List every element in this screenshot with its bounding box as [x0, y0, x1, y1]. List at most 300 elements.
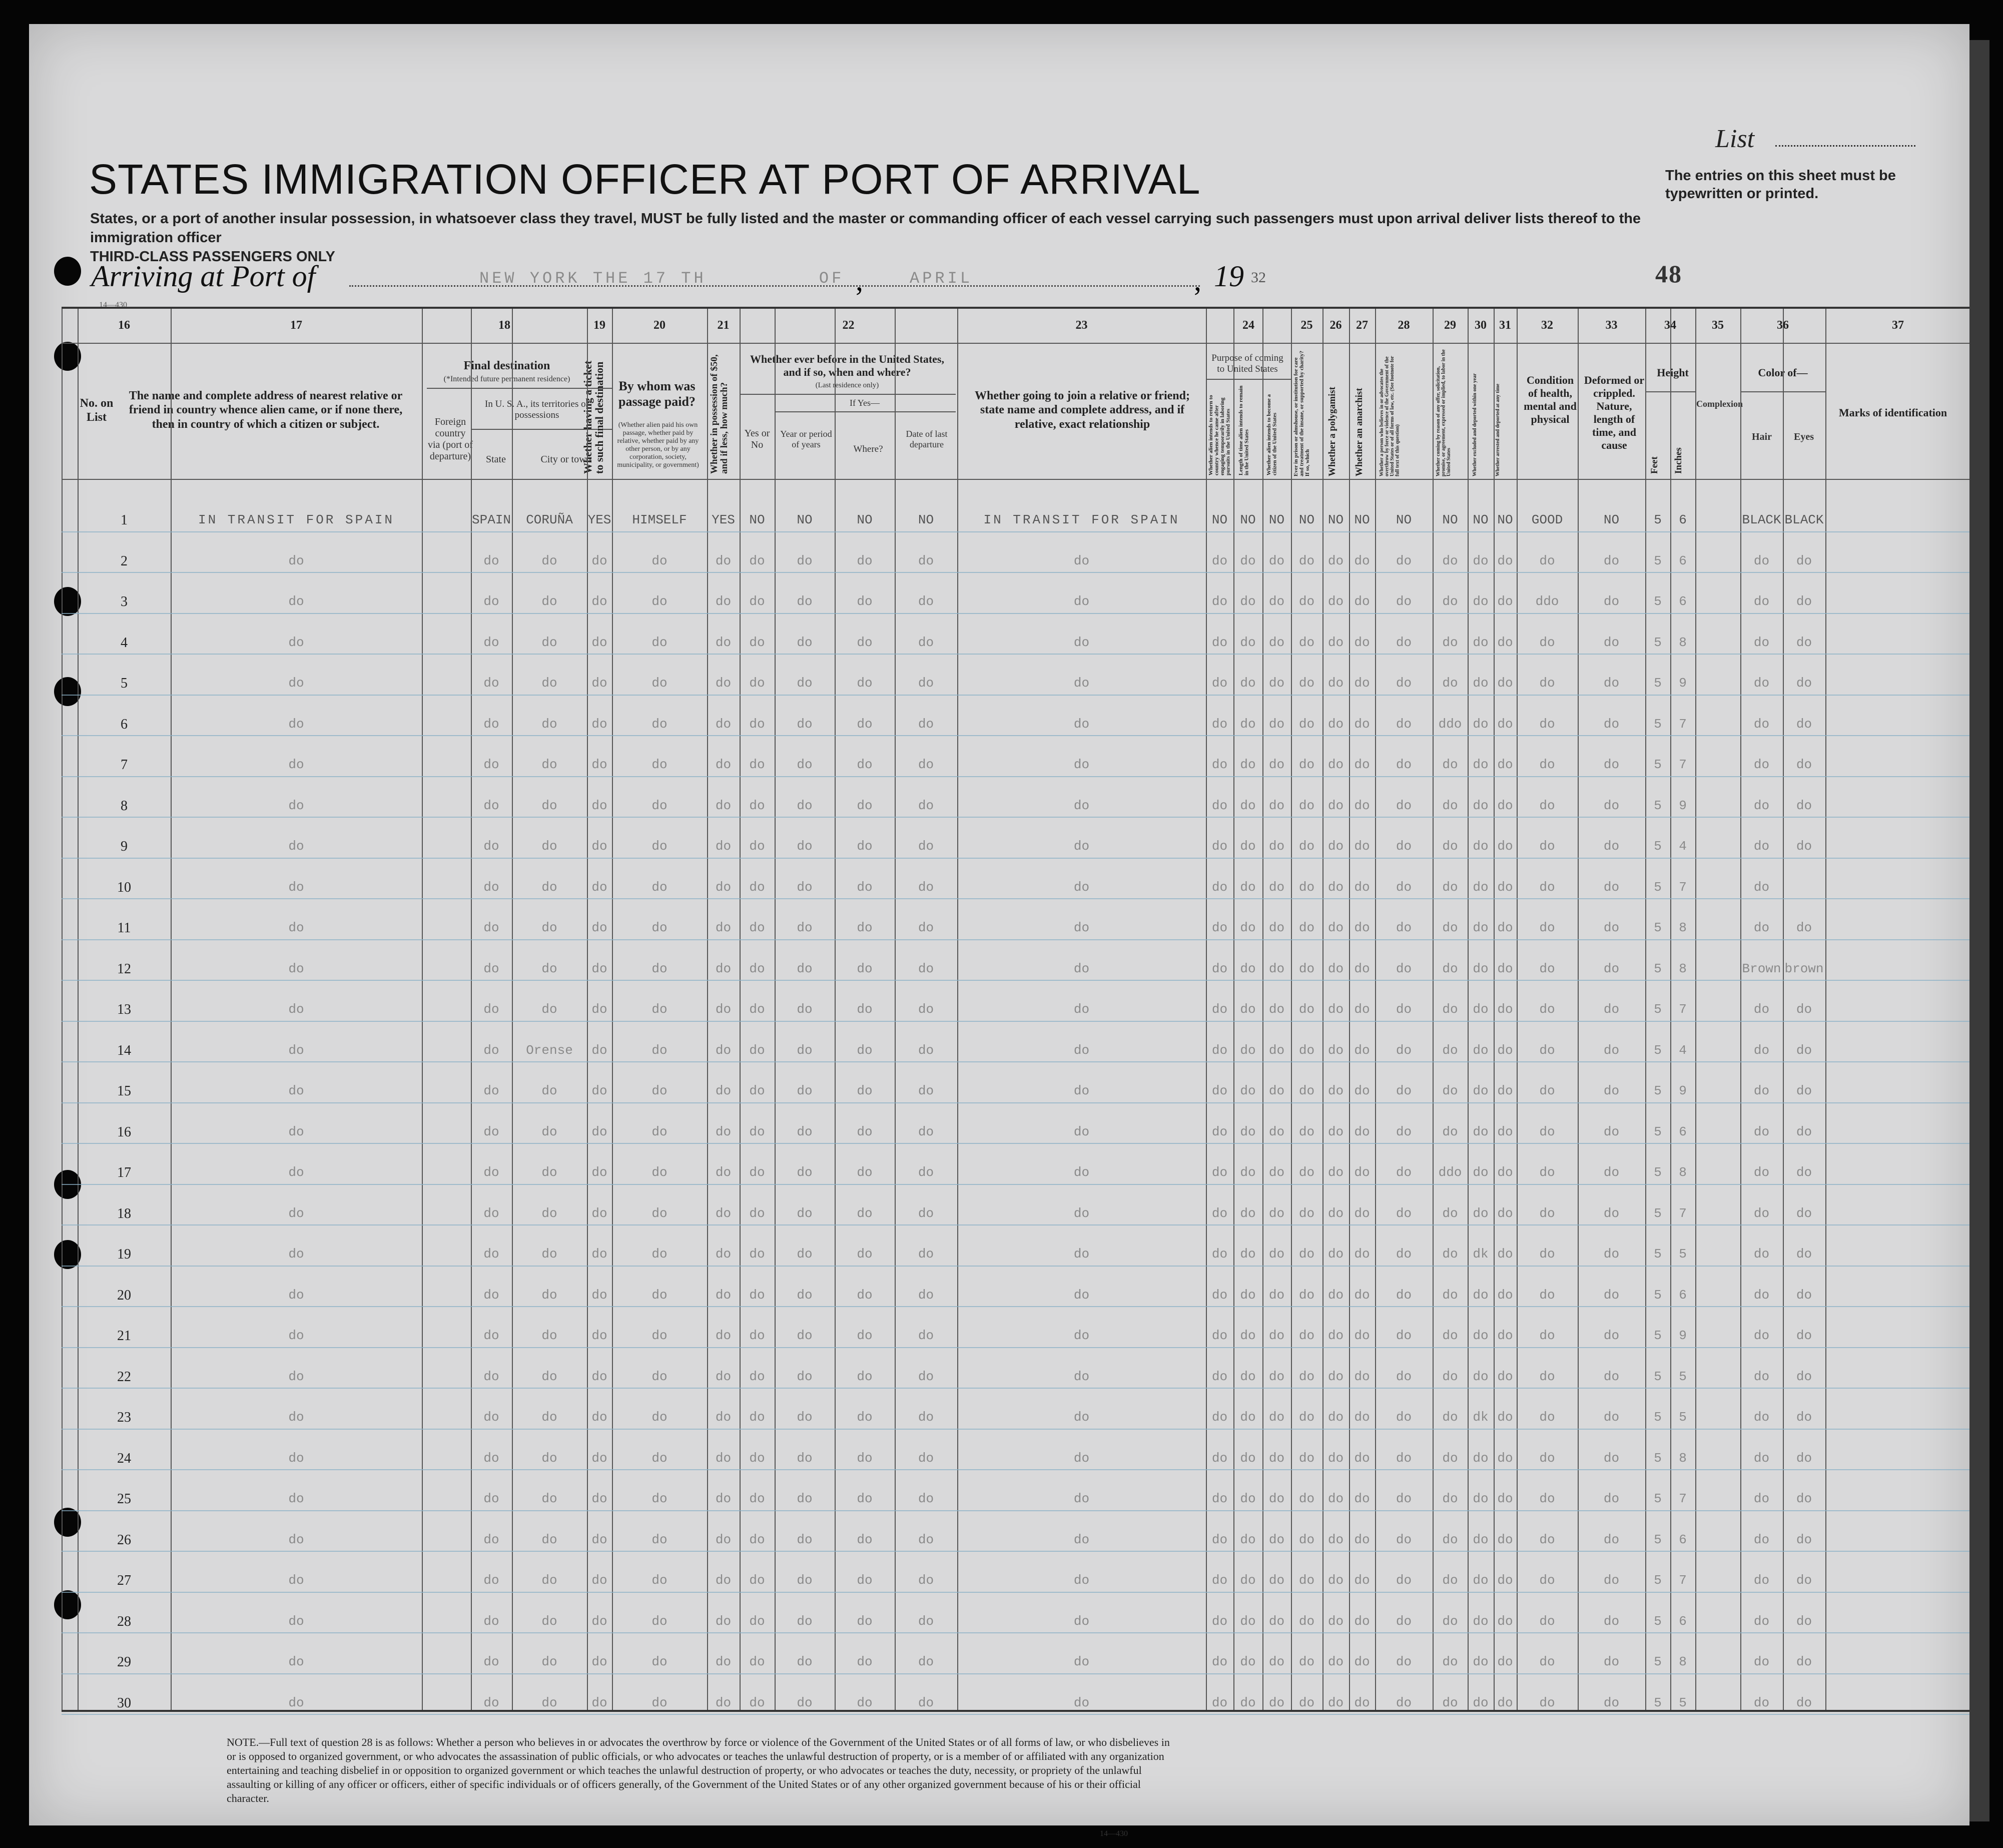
cell-c33: do — [1603, 757, 1620, 772]
cell-c28: do — [1396, 1654, 1412, 1669]
class-line: THIRD-CLASS PASSENGERS ONLY — [90, 249, 335, 265]
cell-yrs: do — [797, 635, 813, 650]
cell-c21: do — [715, 1410, 732, 1425]
header-divider — [62, 343, 1973, 344]
cell-c19: do — [591, 1328, 607, 1343]
cell-yrs: do — [797, 1328, 813, 1343]
cell-c27: do — [1354, 1205, 1370, 1221]
cell-ft: 5 — [1654, 1410, 1662, 1425]
cell-c19: do — [591, 1654, 607, 1669]
col16-header: No. on List — [80, 397, 114, 424]
cell-c26: do — [1327, 1124, 1344, 1139]
cell-c25: do — [1298, 1491, 1315, 1506]
cell-c25: do — [1298, 1287, 1315, 1303]
cell-eyes: do — [1796, 1450, 1812, 1466]
cell-c20: do — [651, 676, 667, 691]
cell-state: do — [483, 716, 499, 732]
cell-c26: do — [1327, 1287, 1344, 1303]
cell-c23: do — [1073, 1328, 1090, 1343]
cell-c19: do — [591, 920, 607, 935]
cell-c31: do — [1497, 1491, 1513, 1506]
cell-p3: do — [1268, 1573, 1285, 1588]
cell-p2: do — [1240, 553, 1256, 568]
cell-c20: do — [651, 1042, 667, 1058]
cell-p3: do — [1268, 635, 1285, 650]
cell-p2: do — [1240, 1328, 1256, 1343]
cell-c23: do — [1073, 1491, 1090, 1506]
cell-date: do — [918, 1165, 934, 1180]
cell-c20: do — [651, 1573, 667, 1588]
sheet-number: 48 — [1655, 260, 1682, 288]
cell-c28: do — [1396, 757, 1412, 772]
cell-c23: do — [1073, 1410, 1090, 1425]
cell-c19: do — [591, 1695, 607, 1710]
cell-c20: do — [651, 1695, 667, 1710]
cell-c29: do — [1442, 1613, 1458, 1629]
cell-c17: do — [288, 1205, 304, 1221]
cell-state: do — [483, 1328, 499, 1343]
row-number: 10 — [117, 879, 131, 895]
cell-yn: do — [749, 961, 765, 976]
cell-c29: do — [1442, 1654, 1458, 1669]
row-number: 1 — [121, 512, 128, 528]
row-number: 16 — [117, 1124, 131, 1140]
cell-c29: do — [1442, 1247, 1458, 1262]
cell-c23: do — [1073, 798, 1090, 813]
cell-c20: do — [651, 1165, 667, 1180]
cell-c17: do — [288, 1002, 304, 1017]
cell-p1: do — [1211, 1002, 1228, 1017]
cell-c26: do — [1327, 1532, 1344, 1547]
cell-c23: do — [1073, 839, 1090, 854]
column-number: 26 — [1329, 319, 1342, 332]
cell-yrs: do — [797, 839, 813, 854]
cell-where: do — [857, 879, 873, 895]
cell-yrs: do — [797, 920, 813, 935]
cell-city: do — [541, 1410, 557, 1425]
cell-c31: do — [1497, 961, 1513, 976]
cell-p3: do — [1268, 1695, 1285, 1710]
cell-eyes: do — [1796, 1002, 1812, 1017]
cell-c25: do — [1298, 1695, 1315, 1710]
cell-c23: do — [1073, 1083, 1090, 1098]
cell-c20: do — [651, 1532, 667, 1547]
cell-state: do — [483, 1410, 499, 1425]
cell-p1: do — [1211, 1613, 1228, 1629]
cell-c33: do — [1603, 1124, 1620, 1139]
cell-c30: dk — [1473, 1247, 1489, 1262]
column-number: 32 — [1541, 319, 1553, 332]
of-word: OF — [819, 269, 845, 288]
cell-hair: do — [1753, 920, 1770, 935]
cell-in: 5 — [1679, 1247, 1687, 1262]
cell-c23: IN TRANSIT FOR SPAIN — [983, 512, 1180, 527]
col22-note: (Last residence only) — [815, 381, 879, 389]
cell-c26: do — [1327, 1369, 1344, 1384]
cell-state: do — [483, 1205, 499, 1221]
cell-ft: 5 — [1654, 1205, 1662, 1221]
cell-c33: do — [1603, 1654, 1620, 1669]
cell-yn: do — [749, 1450, 765, 1466]
col18-title: Final destination — [463, 359, 550, 372]
cell-c30: do — [1473, 1573, 1489, 1588]
cell-c17: do — [288, 1247, 304, 1262]
cell-c23: do — [1073, 1654, 1090, 1669]
row-rule — [62, 654, 1973, 655]
cell-c32: do — [1539, 1247, 1555, 1262]
row-number: 19 — [117, 1247, 131, 1262]
cell-p2: do — [1240, 1205, 1256, 1221]
cell-c21: do — [715, 594, 732, 609]
col36-eyes: Eyes — [1794, 431, 1814, 442]
cell-state: SPAIN — [471, 512, 511, 527]
cell-c21: do — [715, 1042, 732, 1058]
cell-state: do — [483, 1002, 499, 1017]
cell-where: do — [857, 1450, 873, 1466]
cell-city: do — [541, 1205, 557, 1221]
cell-c27: do — [1354, 1410, 1370, 1425]
col22-ifyes: If Yes— — [849, 398, 880, 408]
cell-c17: do — [288, 716, 304, 732]
cell-c17: do — [288, 839, 304, 854]
cell-hair: do — [1753, 1410, 1770, 1425]
cell-c33: do — [1603, 1491, 1620, 1506]
cell-c32: do — [1539, 1410, 1555, 1425]
cell-c32: GOOD — [1531, 512, 1563, 527]
cell-yn: do — [749, 879, 765, 895]
cell-c32: do — [1539, 716, 1555, 732]
cell-c33: do — [1603, 1205, 1620, 1221]
cell-c17: do — [288, 1165, 304, 1180]
cell-hair: do — [1753, 1613, 1770, 1629]
column-number: 17 — [290, 319, 302, 332]
cell-yrs: do — [797, 757, 813, 772]
cell-c30: do — [1473, 1450, 1489, 1466]
cell-c20: do — [651, 961, 667, 976]
cell-c33: do — [1603, 635, 1620, 650]
col26-header: Whether a polygamist — [1327, 386, 1338, 476]
cell-c26: NO — [1327, 512, 1344, 527]
col22-years: Year or period of years — [780, 429, 832, 449]
cell-c28: do — [1396, 1369, 1412, 1384]
cell-c27: do — [1354, 1450, 1370, 1466]
cell-c23: do — [1073, 879, 1090, 895]
cell-c20: do — [651, 1654, 667, 1669]
cell-p1: do — [1211, 1165, 1228, 1180]
cell-yrs: do — [797, 879, 813, 895]
cell-eyes: do — [1796, 1328, 1812, 1343]
cell-c31: do — [1497, 757, 1513, 772]
col30-header: Whether excluded and deported within one year — [1472, 373, 1478, 476]
row-rule — [62, 735, 1973, 736]
sheet-edge — [1969, 40, 1989, 1821]
cell-c19: do — [591, 1369, 607, 1384]
cell-c33: do — [1603, 1410, 1620, 1425]
cell-hair: do — [1753, 716, 1770, 732]
cell-p2: do — [1240, 1573, 1256, 1588]
cell-in: 6 — [1679, 512, 1687, 527]
cell-c25: do — [1298, 1083, 1315, 1098]
cell-c23: do — [1073, 553, 1090, 568]
cell-c30: do — [1473, 757, 1489, 772]
cell-c31: do — [1497, 594, 1513, 609]
cell-c26: do — [1327, 1573, 1344, 1588]
cell-c27: do — [1354, 1573, 1370, 1588]
cell-hair: do — [1753, 1247, 1770, 1262]
cell-hair: do — [1753, 1328, 1770, 1343]
cell-c27: do — [1354, 1165, 1370, 1180]
cell-p1: do — [1211, 757, 1228, 772]
cell-yrs: do — [797, 1654, 813, 1669]
cell-ft: 5 — [1654, 1491, 1662, 1506]
cell-yrs: do — [797, 1532, 813, 1547]
cell-p2: do — [1240, 1613, 1256, 1629]
cell-state: do — [483, 1165, 499, 1180]
cell-state: do — [483, 1450, 499, 1466]
cell-c21: do — [715, 553, 732, 568]
col24-b: Length of time alien intends to remain in the United States — [1238, 385, 1250, 475]
cell-where: do — [857, 1165, 873, 1180]
cell-yn: do — [749, 1695, 765, 1710]
cell-city: do — [541, 716, 557, 732]
cell-c25: do — [1298, 839, 1315, 854]
cell-p1: do — [1211, 1491, 1228, 1506]
cell-c29: do — [1442, 1205, 1458, 1221]
cell-date: do — [918, 1287, 934, 1303]
cell-state: do — [483, 553, 499, 568]
cell-yrs: do — [797, 1287, 813, 1303]
cell-yrs: do — [797, 676, 813, 691]
cell-where: do — [857, 1654, 873, 1669]
cell-c31: do — [1497, 839, 1513, 854]
cell-eyes: do — [1796, 594, 1812, 609]
col21-header: Whether in possession of $50, and if less, how much? — [709, 354, 730, 474]
cell-date: do — [918, 1205, 934, 1221]
cell-c33: do — [1603, 1450, 1620, 1466]
cell-p2: do — [1240, 839, 1256, 854]
cell-c26: do — [1327, 1247, 1344, 1262]
cell-ft: 5 — [1654, 1083, 1662, 1098]
cell-c29: do — [1442, 1124, 1458, 1139]
cell-c17: do — [288, 757, 304, 772]
cell-c33: do — [1603, 879, 1620, 895]
cell-hair: do — [1753, 757, 1770, 772]
cell-c32: do — [1539, 920, 1555, 935]
cell-c27: do — [1354, 1532, 1370, 1547]
cell-yn: do — [749, 1124, 765, 1139]
cell-in: 6 — [1679, 1532, 1687, 1547]
cell-p1: do — [1211, 553, 1228, 568]
cell-c25: NO — [1298, 512, 1315, 527]
cell-c17: do — [288, 798, 304, 813]
cell-yn: do — [749, 553, 765, 568]
cell-state: do — [483, 1369, 499, 1384]
row-rule — [62, 817, 1973, 818]
cell-c23: do — [1073, 1124, 1090, 1139]
subtitle-text: States, or a port of another insular possession, in whatsoever class they travel, MUST be fully listed and the master or commanding officer of each vessel carrying such passengers must upon arrival deliver lists thereof to the immigration officer — [90, 211, 1641, 246]
cell-eyes: do — [1796, 1042, 1812, 1058]
cell-c31: do — [1497, 1247, 1513, 1262]
cell-c17: do — [288, 1083, 304, 1098]
col22-yesno: Yes or No — [744, 428, 770, 450]
cell-c29: do — [1442, 1287, 1458, 1303]
cell-c23: do — [1073, 1287, 1090, 1303]
cell-where: do — [857, 1124, 873, 1139]
cell-c30: do — [1473, 1205, 1489, 1221]
column-number: 28 — [1398, 319, 1410, 332]
cell-c30: do — [1473, 676, 1489, 691]
cell-city: do — [541, 1369, 557, 1384]
cell-c19: do — [591, 1410, 607, 1425]
cell-c19: do — [591, 1083, 607, 1098]
cell-state: do — [483, 1613, 499, 1629]
col20-note: (Whether alien paid his own passage, whether paid by relative, whether paid by any other person, or by any corporation, society, municipality, or government) — [617, 421, 699, 469]
cell-in: 8 — [1679, 961, 1687, 976]
cell-c19: do — [591, 1613, 607, 1629]
row-rule — [62, 1632, 1973, 1633]
cell-p2: do — [1240, 1410, 1256, 1425]
cell-c25: do — [1298, 1369, 1315, 1384]
cell-in: 5 — [1679, 1410, 1687, 1425]
cell-c27: NO — [1354, 512, 1370, 527]
cell-hair: do — [1753, 798, 1770, 813]
cell-p2: do — [1240, 1165, 1256, 1180]
cell-where: do — [857, 1613, 873, 1629]
cell-p3: do — [1268, 1491, 1285, 1506]
cell-hair: do — [1753, 1042, 1770, 1058]
header-bottom — [62, 479, 1973, 480]
cell-ft: 5 — [1654, 1654, 1662, 1669]
cell-yn: do — [749, 1083, 765, 1098]
column-number: 33 — [1605, 319, 1618, 332]
cell-p3: do — [1268, 961, 1285, 976]
cell-p2: do — [1240, 757, 1256, 772]
cell-p1: do — [1211, 716, 1228, 732]
row-number: 6 — [121, 716, 128, 732]
cell-c19: do — [591, 961, 607, 976]
cell-c32: do — [1539, 553, 1555, 568]
port-value — [479, 269, 844, 288]
cell-where: do — [857, 635, 873, 650]
col22-ifyes-subline — [775, 411, 956, 412]
cell-c25: do — [1298, 594, 1315, 609]
row-rule — [62, 1388, 1973, 1389]
cell-c21: do — [715, 1532, 732, 1547]
cell-c26: do — [1327, 635, 1344, 650]
cell-p1: do — [1211, 1124, 1228, 1139]
cell-c17: do — [288, 1573, 304, 1588]
cell-hair: do — [1753, 1573, 1770, 1588]
cell-ft: 5 — [1654, 879, 1662, 895]
cell-where: do — [857, 1042, 873, 1058]
row-rule — [62, 695, 1973, 696]
cell-c23: do — [1073, 757, 1090, 772]
col34-title: Height — [1657, 366, 1689, 379]
cell-city: do — [541, 1654, 557, 1669]
arriving-label: Arriving at Port of — [91, 260, 316, 293]
cell-city: do — [541, 798, 557, 813]
cell-c23: do — [1073, 635, 1090, 650]
cell-c21: do — [715, 1613, 732, 1629]
col29-header: Whether coming by reason of any offer, solicitation, promise, or agreement, expressed or implied, to labor in the United States — [1436, 349, 1452, 476]
cell-c30: do — [1473, 879, 1489, 895]
cell-c19: do — [591, 757, 607, 772]
cell-c23: do — [1073, 594, 1090, 609]
cell-hair: do — [1753, 594, 1770, 609]
cell-city: do — [541, 1002, 557, 1017]
column-rule — [1825, 309, 1826, 1710]
cell-yrs: do — [797, 1247, 813, 1262]
cell-c25: do — [1298, 553, 1315, 568]
cell-state: do — [483, 1287, 499, 1303]
cell-c21: do — [715, 1573, 732, 1588]
cell-c31: do — [1497, 1450, 1513, 1466]
cell-p1: do — [1211, 879, 1228, 895]
cell-c30: do — [1473, 1695, 1489, 1710]
cell-c29: do — [1442, 1410, 1458, 1425]
cell-in: 7 — [1679, 1205, 1687, 1221]
column-number: 25 — [1300, 319, 1313, 332]
cell-ft: 5 — [1654, 1532, 1662, 1547]
cell-c33: do — [1603, 839, 1620, 854]
cell-c32: do — [1539, 839, 1555, 854]
cell-c21: do — [715, 1654, 732, 1669]
cell-eyes: do — [1796, 1165, 1812, 1180]
cell-c30: do — [1473, 635, 1489, 650]
cell-c32: ddo — [1535, 594, 1559, 609]
cell-c28: do — [1396, 1328, 1412, 1343]
cell-c28: do — [1396, 879, 1412, 895]
cell-c29: do — [1442, 635, 1458, 650]
row-number: 8 — [121, 798, 128, 814]
cell-c33: do — [1603, 1369, 1620, 1384]
cell-city: do — [541, 676, 557, 691]
cell-c25: do — [1298, 1532, 1315, 1547]
col24-c: Whether alien intends to become a citizen of the United States — [1266, 394, 1278, 475]
cell-in: 9 — [1679, 798, 1687, 813]
cell-eyes: BLACK — [1784, 512, 1824, 527]
cell-c29: do — [1442, 839, 1458, 854]
cell-date: do — [918, 879, 934, 895]
cell-c25: do — [1298, 1002, 1315, 1017]
cell-c21: do — [715, 1124, 732, 1139]
cell-c17: do — [288, 920, 304, 935]
cell-c25: do — [1298, 1205, 1315, 1221]
cell-p3: do — [1268, 1328, 1285, 1343]
cell-c28: do — [1396, 1042, 1412, 1058]
cell-p2: do — [1240, 920, 1256, 935]
cell-date: NO — [918, 512, 934, 527]
cell-c19: do — [591, 1450, 607, 1466]
cell-c19: do — [591, 1042, 607, 1058]
col24-a: Whether alien intends to return to country whence he came after engaging temporarily in laboring pursuits in the United States — [1208, 395, 1231, 475]
cell-c27: do — [1354, 1042, 1370, 1058]
cell-eyes: do — [1796, 757, 1812, 772]
cell-yn: do — [749, 1613, 765, 1629]
cell-c21: do — [715, 920, 732, 935]
cell-c33: do — [1603, 716, 1620, 732]
cell-state: do — [483, 1573, 499, 1588]
cell-c33: do — [1603, 1002, 1620, 1017]
cell-c32: do — [1539, 1613, 1555, 1629]
cell-c17: do — [288, 1450, 304, 1466]
cell-c20: do — [651, 920, 667, 935]
cell-city: do — [541, 1328, 557, 1343]
cell-c28: do — [1396, 1532, 1412, 1547]
column-rule — [422, 309, 423, 1710]
cell-city: do — [541, 1532, 557, 1547]
manifest-sheet — [29, 24, 1969, 1838]
